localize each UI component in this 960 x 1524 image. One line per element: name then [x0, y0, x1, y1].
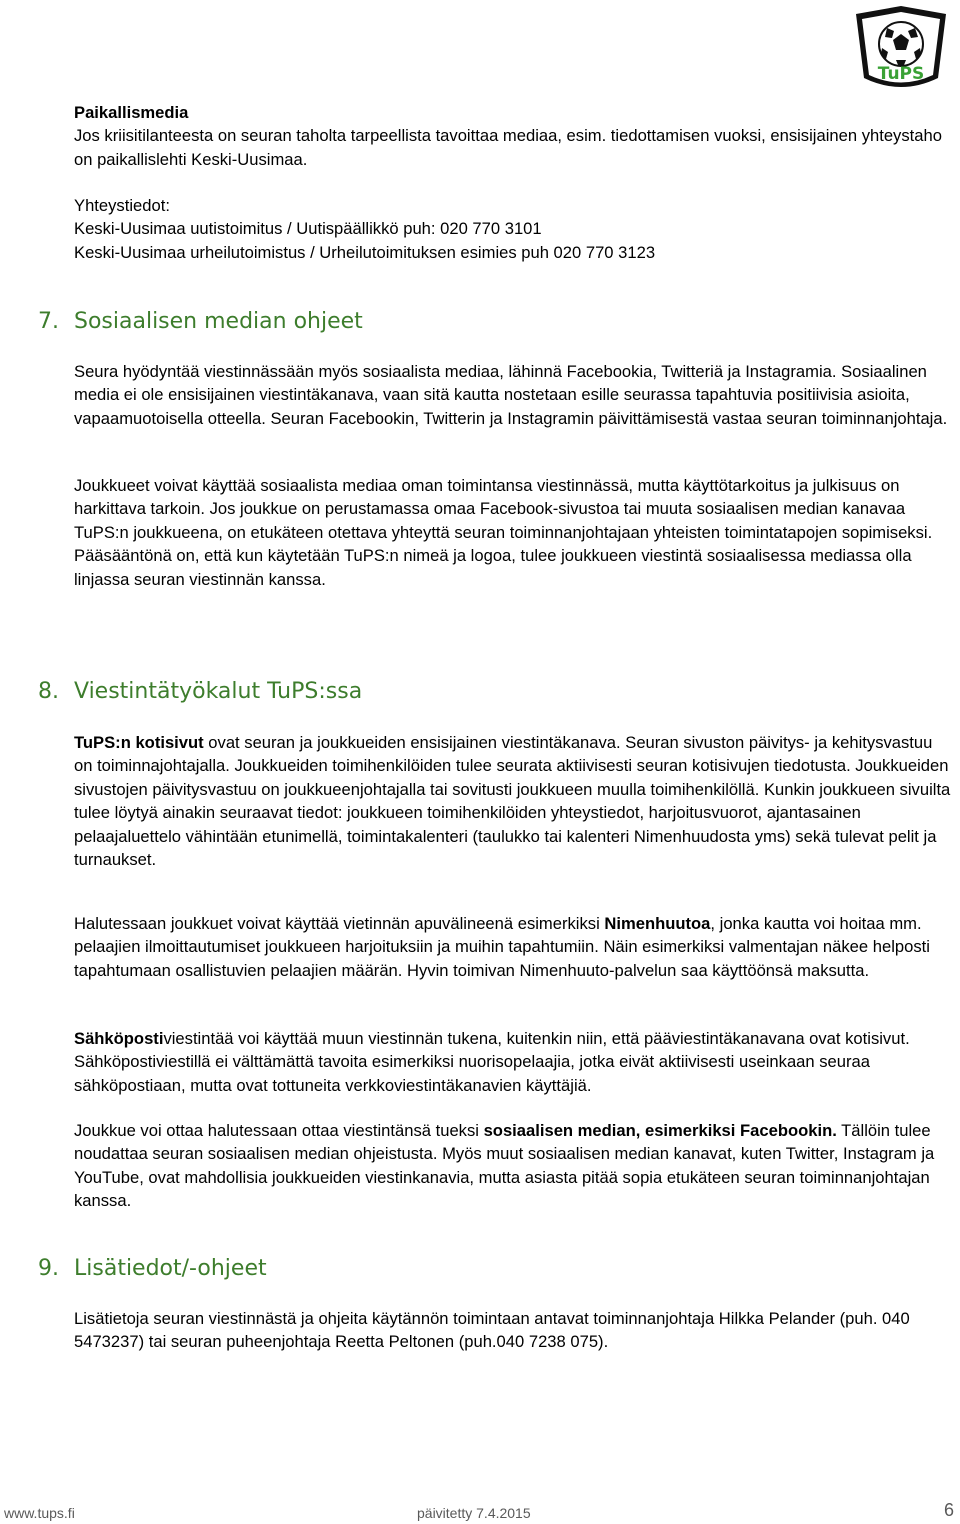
section-9-heading — [38, 1256, 267, 1282]
footer-page-number: 6 — [944, 1500, 955, 1520]
email-bold: Sähköposti — [74, 1029, 164, 1048]
contacts-block — [74, 194, 954, 264]
section-7-title: Sosiaalisen median ohjeet — [74, 309, 363, 334]
section-8-number: 8. — [38, 679, 59, 704]
section-9-number: 9. — [38, 1256, 59, 1281]
local-media-text: Jos kriisitilanteesta on seuran taholta tarpeellista tavoittaa mediaa, esim. tiedottamisen vuoksi, ensisijainen yhteystaho on paikallislehti Keski-Uusimaa. — [74, 126, 942, 169]
section-7-heading — [38, 309, 363, 335]
section-9-title: Lisätiedot/-ohjeet — [74, 1256, 267, 1281]
section-7-p2-text: Joukkueet voivat käyttää sosiaalista mediaa oman toimintansa viestinnässä, mutta käyttötarkoitus ja julkisuus on harkittava tarkoin. Jos joukkue on perustamassa omaa Facebook-sivustoa tai muuta sosiaalisen median kanavaa TuPS:n joukkueena, on etukäteen otettava yhteyttä seuran toiminnanjohtajaan yhteisten toimintatapojen sopimiseksi. Pääsääntönä on, että kun käytetään TuPS:n nimeä ja logoa, tulee joukkueen viestintä sosiaalisessa mediassa olla linjassa seuran viestinnän kanssa. — [74, 476, 933, 589]
section-7-paragraph-1 — [74, 360, 954, 430]
social-text-a: Joukkue voi ottaa halutessaan ottaa viestintänsä tueksi — [74, 1121, 484, 1140]
section-8-paragraph-2 — [74, 912, 954, 982]
section-8-paragraph-4 — [74, 1119, 954, 1213]
tups-logo — [852, 4, 950, 96]
social-bold: sosiaalisen median, esimerkiksi Facebookin. — [483, 1121, 837, 1140]
social-text-b: Tällöin tulee noudattaa seuran sosiaalisen median ohjeistusta. Myös muut sosiaalisen median kanavat, kuten Twitter, Instagram ja YouTube, ovat mahdollisia joukkueiden viestinkanavia, mutta asiasta pitää sopia etukäteen seuran toiminnanjohtajan kanssa. — [74, 1121, 935, 1211]
section-9-p1-text: Lisätietoja seuran viestinnästä ja ohjeita käytännön toimintaan antavat toiminnanjohtaja Hilkka Pelander (puh. 040 5473237) tai seuran puheenjohtaja Reetta Peltonen (puh.040 7238 075). — [74, 1309, 910, 1352]
footer-website[interactable]: www.tups.fi — [4, 1505, 75, 1521]
nimenhuuto-bold: Nimenhuutoa — [604, 914, 711, 933]
local-media-block — [74, 101, 954, 171]
nimenhuuto-text-a: Halutessaan joukkuet voivat käyttää vietinnän apuvälineenä esimerkiksi — [74, 914, 605, 933]
section-8-paragraph-3 — [74, 1027, 954, 1097]
local-media-title: Paikallismedia — [74, 103, 189, 122]
section-7-paragraph-2 — [74, 474, 954, 591]
email-text: viestintää voi käyttää muun viestinnän tukena, kuitenkin niin, että pääviestintäkanavana ovat kotisivut. Sähköpostiviestillä ei välttämättä tavoita esimerkiksi nuorisopelaajia, jotka eivät aktiivisesti useinkaan seuraa sähköpostiaan, mutta ovat tottuneita verkkoviestintäkanavien käyttäjiä. — [74, 1029, 910, 1095]
section-9-paragraph-1 — [74, 1307, 954, 1354]
section-7-p1-text: Seura hyödyntää viestinnässään myös sosiaalista mediaa, lähinnä Facebookia, Twitteriä ja Instagramia. Sosiaalinen media ei ole ensisijainen viestintäkanava, vaan sitä kautta nostetaan esille seurassa tapahtuvia positiivisia asioita, vapaamuotoisella otteella. Seuran Facebookin, Twitterin ja Instagramin päivittämisestä vastaa seuran toiminnanjohtaja. — [74, 362, 948, 428]
contacts-line-1: Keski-Uusimaa uutistoimitus / Uutispäällikkö puh: 020 770 3101 — [74, 219, 542, 239]
section-8-paragraph-1 — [74, 731, 954, 871]
section-8-title: Viestintätyökalut TuPS:ssa — [74, 679, 363, 704]
footer-updated: päivitetty 7.4.2015 — [417, 1505, 531, 1521]
section-7-number: 7. — [38, 309, 59, 334]
homepage-bold: TuPS:n kotisivut — [74, 733, 204, 752]
nimenhuuto-text-b: , jonka kautta voi hoitaa mm. pelaajien ilmoittautumiset joukkueen harjoituksiin ja muihin tapahtumiin. Näin esimerkiksi valmentajan näkee helposti tapahtumaan osallistuvien pelaajien määrän. Hyvin toimivan Nimenhuuto-palvelun saa käyttöönsä maksutta. — [74, 914, 930, 980]
contacts-label: Yhteystiedot: — [74, 196, 170, 215]
section-8-heading — [38, 679, 362, 705]
homepage-text: ovat seuran ja joukkueiden ensisijainen viestintäkanava. Seuran sivuston päivitys- ja kehitysvastuu on toiminnajohtajalla. Joukkueiden toimihenkilöiden tulee seurata aktiivisesti seuran kotisivujen tiedotusta. Joukkueiden sivustojen päivitysvastuu on joukkueenjohtajalla tai sovitusti joukkueen muulla toimihenkilöllä. Kunkin joukkueen sivuilta tulee löytyä ainakin seuraavat tiedot: joukkueen toimihenkilöiden yhteystiedot, harjoitusvuorot, ajantasainen pelaajaluettelo vähintään etunimellä, toimintakalenteri (taulukko tai kalenteri Nimenhuudosta yms) sekä tulevat pelit ja turnaukset. — [74, 733, 951, 870]
contacts-line-2: Keski-Uusimaa urheilutoimistus / Urheilutoimituksen esimies puh 020 770 3123 — [74, 242, 656, 262]
logo-text: TuPS — [877, 64, 925, 84]
